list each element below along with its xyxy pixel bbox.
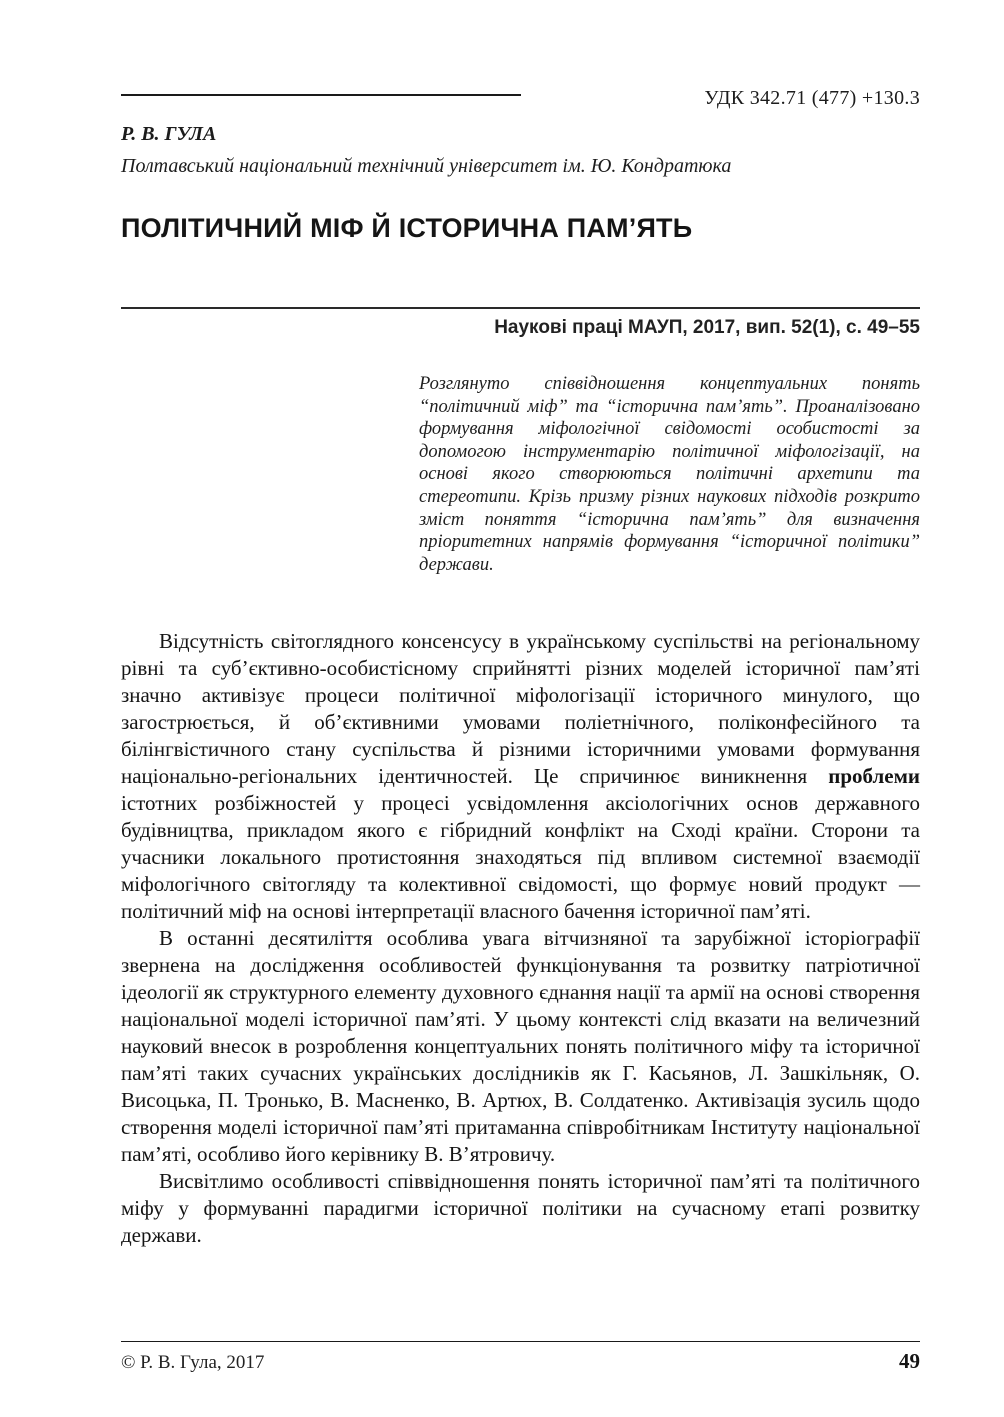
footer-rule [121, 1341, 920, 1342]
body-paragraph-3: Висвітлимо особливості співвідношення понять історичної пам’яті та політичного міфу у формуванні парадигми історичної політики на сучасному етапі розвитку держави. [121, 1169, 920, 1247]
title-divider [121, 307, 920, 309]
paragraph-text-after: істотних розбіжностей у процесі усвідомлення аксіологічних основ державного будівництва, прикладом якого є гібридний конфлікт на Сході країни. Сторони та учасники локального протистояння знаходяться під впливом системної взаємодії міфологічного світогляду та колективної свідомості, що формує новий продукт — політичний міф на основі інтерпретації власного бачення історичної пам’яті. [121, 791, 920, 923]
footer-copyright: © Р. В. Гула, 2017 [121, 1352, 265, 1373]
page-number: 49 [899, 1349, 920, 1373]
author-name: Р. В. ГУЛА [121, 123, 217, 145]
udc-number: УДК 342.71 (477) +130.3 [704, 87, 920, 109]
abstract-text: Розглянуто співвідношення концептуальних понять “політичний міф” та “історична пам’ять”. Проаналізовано формування міфологічної свідомості особистості за допомогою інструментарію політичної міфологізації, на основі якого створюються політичні архетипи та стереотипи. Крізь призму різних наукових підходів розкрито зміст поняття “історична пам’ять” для визначення пріоритетних напрямів формування “історичної політики” держави. [419, 374, 920, 575]
article-body [121, 628, 920, 1249]
header-rule [121, 94, 521, 96]
article-title: ПОЛІТИЧНИЙ МІФ Й ІСТОРИЧНА ПАМ’ЯТЬ [121, 213, 693, 243]
paragraph-text-before: Відсутність світоглядного консенсусу в українському суспільстві на регіональному рівні та суб’єктивно-особистісному сприйнятті різних моделей історичної пам’яті значно активізує процеси політичної міфологізації історичного минулого, що загострюється, й об’єктивними умовами поліетнічного, поліконфесійного та білінгвістичного стану суспільства й різними історичними умовами формування національно-регіональних ідентичностей. Це спричинює виникнення [121, 629, 920, 788]
body-paragraph-1 [121, 628, 920, 925]
citation-line: Наукові праці МАУП, 2017, вип. 52(1), с. 49–55 [494, 317, 920, 338]
body-paragraph-2: В останні десятиліття особлива увага вітчизняної та зарубіжної історіографії звернена на дослідження особливостей функціонування та розвитку патріотичної ідеології як структурного елементу духовного єднання нації та армії на основі створення національної моделі історичної пам’яті. У цьому контексті слід вказати на величезний науковий внесок в розроблення концептуальних понять політичного міфу та історичної пам’яті таких сучасних українських дослідників як Г. Касьянов, Л. Зашкільняк, О. Висоцька, П. Тронько, В. Масненко, В. Артюх, В. Солдатенко. Активізація зусиль щодо створення моделі історичної пам’яті притаманна співробітникам Інституту національної пам’яті, особливо його керівнику В. В’ятровичу. [121, 926, 920, 1166]
author-affiliation: Полтавський національний технічний університет ім. Ю. Кондратюка [121, 155, 732, 177]
emphasized-term: проблеми [828, 764, 920, 788]
